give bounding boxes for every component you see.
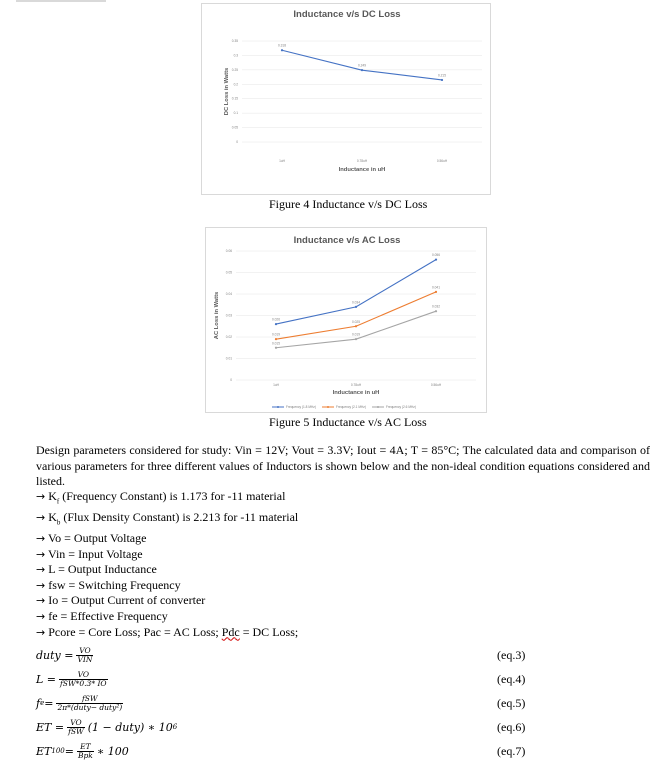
list-item-fsw bbox=[36, 578, 298, 594]
l-text: L = Output Inductance bbox=[48, 562, 157, 577]
data-point bbox=[361, 69, 363, 71]
eq5-fraction bbox=[56, 695, 123, 712]
arrow-icon: → bbox=[36, 609, 46, 623]
eq7-lhs-subscript: 100 bbox=[51, 747, 65, 755]
fsw-text: fsw = Switching Frequency bbox=[48, 577, 181, 592]
eq5-numerator: fSW bbox=[82, 693, 98, 703]
eq6-numerator: VO bbox=[70, 717, 82, 727]
eq6-exponent: 6 bbox=[172, 723, 178, 731]
y-tick-label: 0 bbox=[236, 140, 238, 144]
chart-title: Inductance v/s AC Loss bbox=[293, 235, 401, 246]
x-tick-label: 0.56uH bbox=[436, 159, 448, 163]
legend-marker bbox=[277, 406, 279, 408]
data-label: 0.015 bbox=[272, 341, 280, 346]
eq6-number: (eq.6) bbox=[497, 720, 526, 734]
y-axis-label: DC Loss in Watts bbox=[224, 67, 230, 116]
list-item-vo bbox=[36, 531, 298, 547]
eq3-lhs: duty = bbox=[36, 648, 74, 662]
data-label: 0.249 bbox=[358, 63, 366, 68]
x-tick-label: 0.78uH bbox=[350, 383, 362, 387]
arrow-icon: → bbox=[36, 547, 46, 561]
page-top-mark bbox=[16, 0, 106, 2]
kb-subscript: b bbox=[56, 518, 61, 527]
kf-symbol: K bbox=[48, 489, 57, 503]
design-parameters-paragraph: Design parameters considered for study: Vin = 12V; Vout = 3.3V; Iout = 4A; T = 85°C; The calculated data and comparison of various parameters for three different values of Inductors is shown below and the non-ideal condition equations considered and listed. bbox=[36, 443, 650, 488]
x-axis-label: Inductance in uH bbox=[332, 390, 380, 396]
data-point bbox=[281, 49, 283, 51]
data-label: 0.215 bbox=[438, 73, 446, 78]
arrow-icon: → bbox=[36, 625, 46, 639]
x-tick-label: 1uH bbox=[273, 383, 279, 387]
arrow-icon: → bbox=[36, 563, 46, 577]
ac-loss-chart bbox=[205, 227, 487, 413]
eq4-lhs: L = bbox=[36, 672, 57, 686]
y-tick-label: 0 bbox=[230, 378, 232, 382]
equation-5 bbox=[36, 692, 126, 714]
data-label: 0.318 bbox=[278, 43, 286, 48]
kf-text: (Frequency Constant) is 1.173 for -11 material bbox=[59, 489, 286, 503]
y-tick-label: 0.35 bbox=[231, 39, 238, 43]
y-tick-label: 0.15 bbox=[231, 96, 238, 101]
eq6-denominator: fSW bbox=[68, 726, 84, 736]
legend-label: Frequency (2.6 MHz) bbox=[386, 405, 416, 410]
legend-marker bbox=[377, 406, 379, 408]
eq6-rest: (1 − duty) ∗ 10 bbox=[87, 720, 173, 734]
y-tick-label: 0.06 bbox=[225, 249, 232, 253]
eq3-fraction bbox=[76, 647, 93, 664]
y-tick-label: 0.25 bbox=[231, 67, 238, 72]
eq7-denominator: Bpk bbox=[77, 750, 93, 760]
x-tick-label: 0.56uH bbox=[430, 383, 442, 387]
x-tick-label: 0.78uH bbox=[356, 159, 368, 163]
vin-text: Vin = Input Voltage bbox=[48, 546, 143, 561]
kf-subscript: f bbox=[56, 497, 60, 506]
eq4-number: (eq.4) bbox=[497, 672, 526, 686]
eq7-number: (eq.7) bbox=[497, 744, 526, 758]
ac-loss-chart-svg bbox=[206, 228, 488, 414]
eq3-denominator: VIN bbox=[77, 654, 93, 664]
legend-label: Frequency (2.1 MHz) bbox=[336, 405, 366, 410]
legend-marker bbox=[327, 406, 329, 408]
y-tick-label: 0.05 bbox=[231, 125, 238, 130]
data-label: 0.019 bbox=[272, 332, 280, 337]
parameter-list bbox=[36, 489, 298, 640]
data-point bbox=[355, 338, 357, 340]
eq5-equals: = bbox=[44, 696, 54, 710]
data-point bbox=[441, 79, 443, 81]
eq7-rest: ∗ 100 bbox=[96, 744, 129, 758]
eq7-equals: = bbox=[64, 744, 74, 758]
dc-loss-chart-svg bbox=[202, 4, 492, 196]
data-point bbox=[435, 291, 437, 293]
equation-7 bbox=[36, 740, 129, 762]
arrow-icon: → bbox=[36, 578, 46, 592]
data-point bbox=[435, 259, 437, 261]
y-tick-label: 0.02 bbox=[225, 335, 232, 339]
data-point bbox=[275, 323, 277, 325]
eq3-numerator: VO bbox=[79, 645, 91, 655]
series-line bbox=[276, 260, 436, 325]
list-item-vin bbox=[36, 547, 298, 563]
data-label: 0.034 bbox=[352, 300, 360, 305]
y-tick-label: 0.03 bbox=[225, 313, 232, 318]
eq4-numerator: VO bbox=[77, 669, 90, 679]
y-tick-label: 0.2 bbox=[233, 82, 238, 87]
list-item-l bbox=[36, 562, 298, 578]
equation-6 bbox=[36, 716, 177, 738]
arrow-icon: → bbox=[36, 490, 46, 503]
chart-title: Inductance v/s DC Loss bbox=[293, 9, 401, 20]
data-label: 0.025 bbox=[352, 319, 360, 324]
eq7-numerator: ET bbox=[80, 741, 91, 751]
eq3-number: (eq.3) bbox=[497, 648, 526, 662]
legend-label: Frequency (1.8 MHz) bbox=[286, 405, 316, 410]
y-tick-label: 0.01 bbox=[225, 356, 232, 361]
dc-loss-chart bbox=[201, 3, 491, 195]
equation-3 bbox=[36, 644, 96, 666]
eq7-lhs: ET bbox=[36, 744, 52, 758]
y-tick-label: 0.04 bbox=[225, 292, 232, 296]
eq5-lhs-subscript: e bbox=[40, 699, 45, 707]
list-item-pcore bbox=[36, 625, 298, 641]
arrow-icon: → bbox=[36, 594, 46, 608]
figure-4-caption: Figure 4 Inductance v/s DC Loss bbox=[269, 197, 428, 211]
arrow-icon: → bbox=[36, 531, 46, 545]
eq5-denominator: 2π*(duty− duty²) bbox=[57, 702, 123, 712]
io-text: Io = Output Current of converter bbox=[48, 593, 206, 608]
list-item-kb bbox=[36, 510, 298, 531]
arrow-icon: → bbox=[36, 510, 46, 524]
list-item-io bbox=[36, 593, 298, 609]
y-tick-label: 0.1 bbox=[233, 111, 238, 116]
pcore-text: Pcore = Core Loss; Pac = AC Loss; bbox=[48, 624, 222, 639]
y-tick-label: 0.3 bbox=[233, 53, 238, 58]
x-axis-label: Inductance in uH bbox=[338, 167, 386, 173]
data-point bbox=[355, 325, 357, 327]
data-label: 0.032 bbox=[432, 304, 440, 309]
data-label: 0.026 bbox=[272, 317, 280, 322]
pdc-term: Pdc bbox=[221, 624, 240, 639]
kb-symbol: K bbox=[48, 509, 57, 524]
data-label: 0.019 bbox=[352, 332, 360, 337]
series-line bbox=[276, 311, 436, 348]
equation-4 bbox=[36, 668, 111, 690]
fe-text: fe = Effective Frequency bbox=[48, 608, 168, 623]
list-item-kf bbox=[36, 489, 298, 510]
y-axis-label: AC Loss in Watts bbox=[214, 291, 220, 340]
data-label: 0.041 bbox=[432, 285, 440, 290]
eq5-number: (eq.5) bbox=[497, 696, 526, 710]
y-tick-label: 0.05 bbox=[225, 270, 232, 275]
vo-text: Vo = Output Voltage bbox=[48, 530, 147, 545]
data-point bbox=[275, 347, 277, 349]
data-label: 0.056 bbox=[432, 253, 440, 258]
eq6-lhs: ET = bbox=[36, 720, 65, 734]
eq4-denominator: fSW*0.3* IO bbox=[60, 678, 107, 688]
x-tick-label: 1uH bbox=[279, 159, 285, 163]
eq7-fraction bbox=[77, 743, 94, 760]
data-point bbox=[275, 338, 277, 340]
eq6-fraction bbox=[67, 719, 85, 736]
kb-text: (Flux Density Constant) is 2.213 for -11 material bbox=[60, 509, 299, 524]
data-point bbox=[355, 306, 357, 308]
data-point bbox=[435, 310, 437, 312]
figure-5-caption: Figure 5 Inductance v/s AC Loss bbox=[269, 415, 427, 429]
eq5-lhs: f bbox=[36, 696, 41, 710]
list-item-fe bbox=[36, 609, 298, 625]
eq4-fraction bbox=[59, 671, 108, 688]
pdc-text: = DC Loss; bbox=[239, 624, 299, 639]
